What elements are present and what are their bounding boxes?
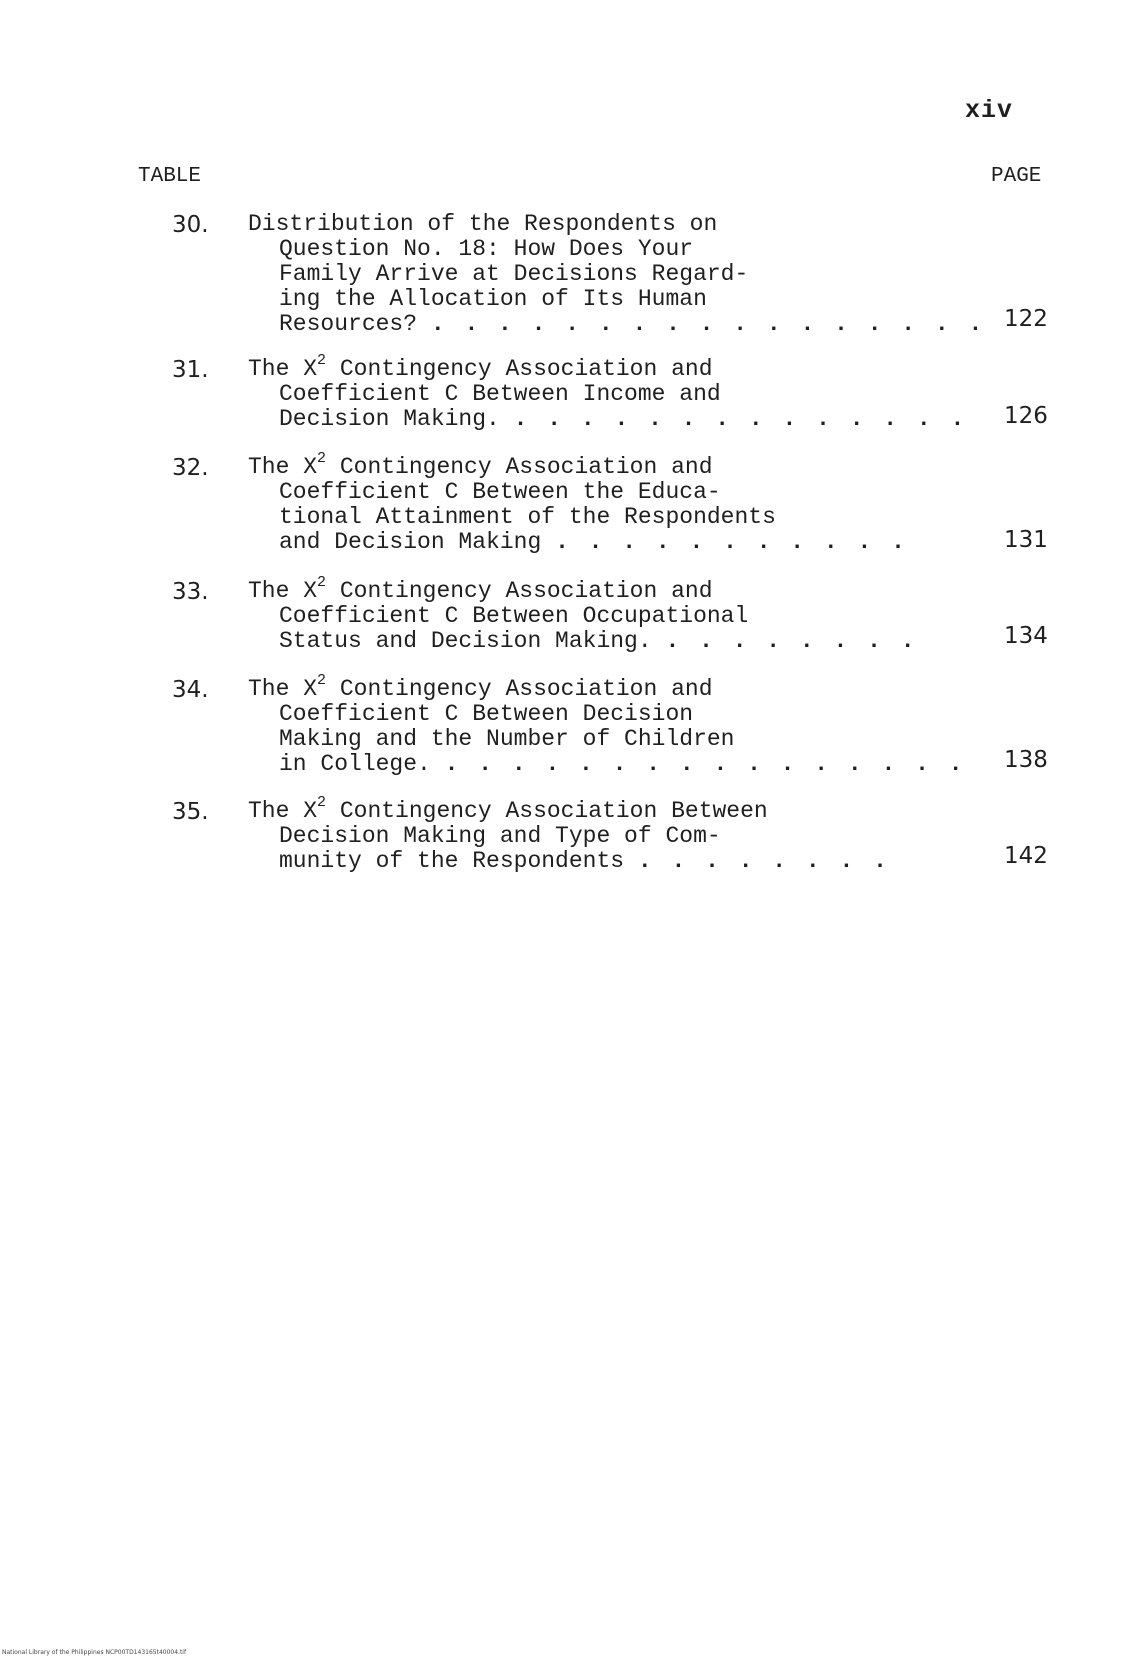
entry-title: The $X^2$ Contingency Association and Coefficient C Between Occupational Status and Decision Making. . . . . . . . . <box>248 574 918 654</box>
leader-dots: . . . . . . . . <box>637 848 890 874</box>
entry-title: The $X^2$ Contingency Association and Coefficient C Between Decision Making and the Number of Children in College. . . . . . . . . . . . . . . . . <box>248 672 966 777</box>
entry-title: The $X^2$ Contingency Association and Coefficient C Between Income and Decision Making. . . . . . . . . . . . . . . <box>248 352 968 432</box>
entry-page-number: 134 <box>1004 623 1048 649</box>
entry-page-number: 131 <box>1004 527 1048 553</box>
entry-number: 34. <box>172 677 209 703</box>
leader-dots: . . . . . . . . . . . <box>555 529 908 555</box>
entry-page-number: 142 <box>1004 843 1048 869</box>
page-number: xiv <box>964 96 1013 125</box>
table-column-header: TABLE <box>138 165 202 188</box>
page-column-header: PAGE <box>991 165 1042 188</box>
entry-number: 35. <box>172 799 209 825</box>
entry-page-number: 138 <box>1004 747 1048 773</box>
entry-title: The $X^2$ Contingency Association and Coefficient C Between the Educa- tional Attainment of the Respondents and Decision Making . . . . . . . . . . . <box>248 450 908 555</box>
entry-number: 33. <box>172 579 209 605</box>
entry-number: 30. <box>172 212 209 238</box>
entry-number: 31. <box>172 357 209 383</box>
leader-dots: . . . . . . . . . . . . . . . . . <box>430 311 986 337</box>
entry-title: The $X^2$ Contingency Association Between Decision Making and Type of Com- munity of the Respondents . . . . . . . . <box>248 794 890 874</box>
entry-number: 32. <box>172 455 209 481</box>
scan-footer: National Library of the Philippines NCP00TD143165t40004.tif <box>2 1649 187 1656</box>
leader-dots: . . . . . . . . <box>665 628 918 654</box>
entry-title: Distribution of the Respondents on Question No. 18: How Does Your Family Arrive at Decisions Regard- ing the Allocation of Its Human Resources? . . . . . . . . . . . . . . . . . <box>248 211 986 337</box>
leader-dots: . . . . . . . . . . . . . . <box>513 406 968 432</box>
entry-page-number: 122 <box>1004 306 1048 332</box>
leader-dots: . . . . . . . . . . . . . . . . <box>444 751 966 777</box>
entry-page-number: 126 <box>1004 403 1048 429</box>
